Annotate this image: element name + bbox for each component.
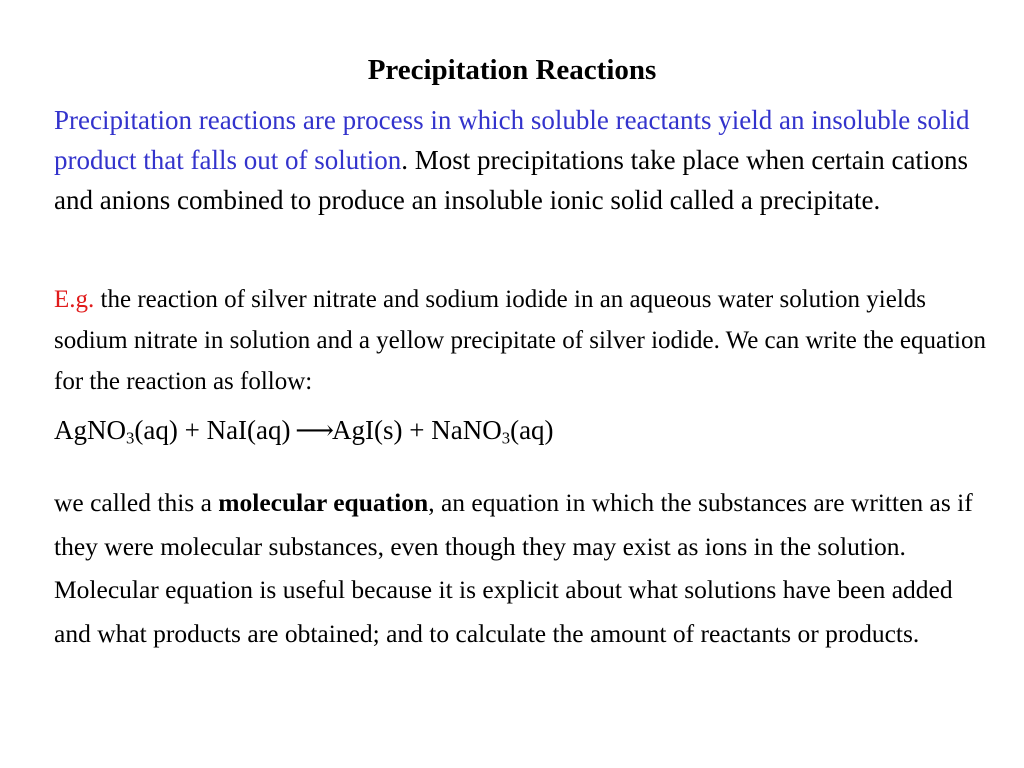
reaction-arrow-icon: ⟶: [290, 415, 332, 445]
reactant-1-formula: AgNO: [54, 415, 126, 445]
reactant-1-state: (aq): [134, 415, 178, 445]
product-2-subscript: 3: [501, 428, 511, 448]
molecular-equation-paragraph: [54, 481, 994, 655]
product-2-formula: NaNO: [431, 415, 502, 445]
chemical-equation: [54, 410, 994, 450]
molecular-equation-term: molecular equation: [218, 488, 429, 517]
example-label: E.g.: [54, 286, 95, 313]
example-text: the reaction of silver nitrate and sodium iodide in an aqueous water solution yields sodium nitrate in solution and a yellow precipitate of silver iodide. We can write the equation for the reaction as follow:: [54, 286, 986, 395]
definition-rest: . Most precipitations take place when certain cations and anions combined to produce an insoluble ionic solid called a precipitate.: [54, 145, 969, 215]
molecular-rest: , an equation in which the substances are written as if they were molecular substances, even though they may exist as ions in the solution. Molecular equation is useful because it is explicit about what solutions have been added and what products are obtained; and to calculate the amount of reactants or products.: [54, 488, 973, 648]
slide-title: Precipitation Reactions: [367, 54, 657, 86]
definition-highlight: Precipitation reactions are process in which soluble reactants yield an insoluble solid product that falls out of solution: [54, 105, 970, 175]
product-1: AgI(s): [332, 415, 403, 445]
product-2-state: (aq): [510, 415, 554, 445]
definition-paragraph: [54, 100, 994, 220]
reactant-1-subscript: 3: [126, 428, 135, 448]
reactant-2: NaI(aq): [206, 415, 291, 445]
plus-sign-2: +: [402, 415, 432, 445]
plus-sign-1: +: [177, 415, 207, 445]
example-paragraph: [54, 279, 994, 402]
molecular-lead: we called this a: [54, 488, 219, 517]
